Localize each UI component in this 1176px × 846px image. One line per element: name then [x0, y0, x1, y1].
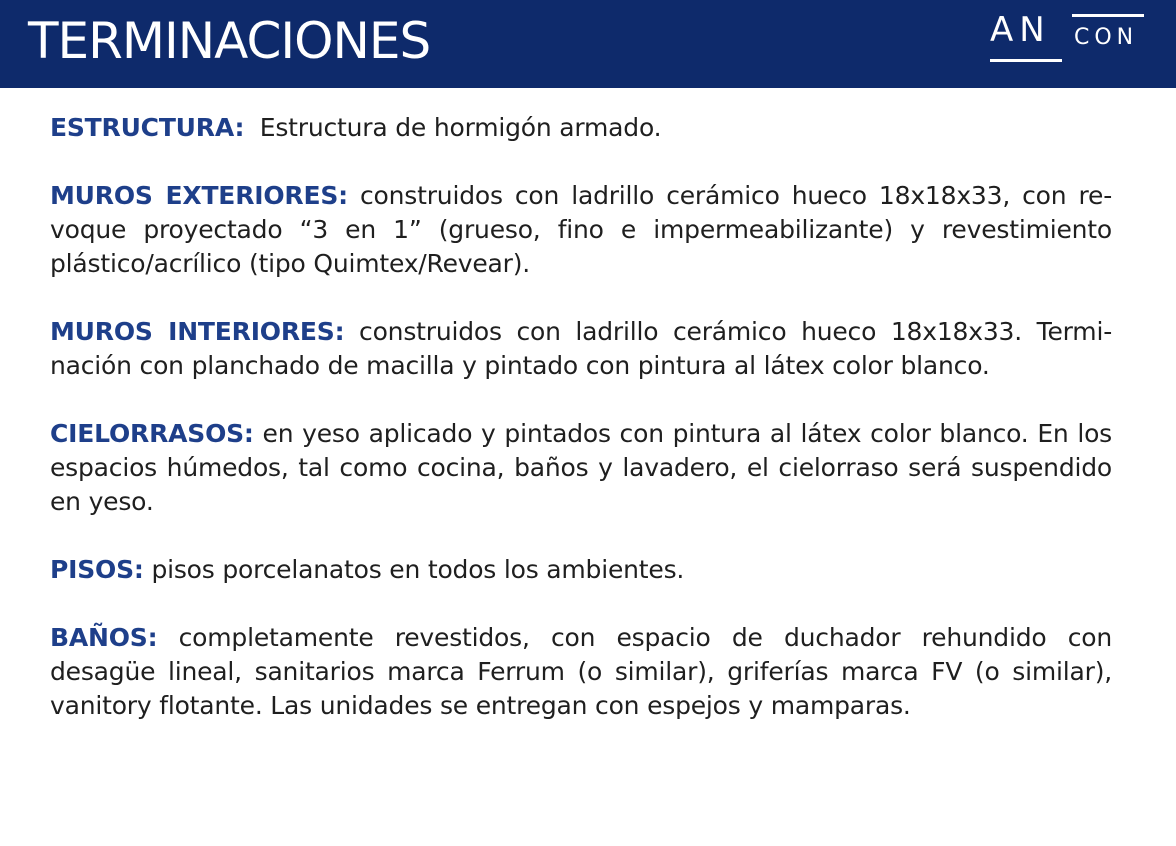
- section-label: ESTRUCTURA:: [50, 113, 245, 142]
- section-cielorrasos: [50, 417, 1112, 519]
- section-label: BAÑOS:: [50, 623, 158, 652]
- section-muros-interiores: [50, 315, 1112, 383]
- logo-con-text: CON: [1074, 25, 1139, 50]
- logo-an-text: AN: [990, 10, 1051, 50]
- section-pisos: [50, 553, 1112, 587]
- section-label: MUROS INTERIORES:: [50, 317, 345, 346]
- logo-line-top: [1072, 14, 1144, 17]
- section-label: MUROS EXTERIORES:: [50, 181, 348, 210]
- section-text: completamente revestidos, con espacio de duchador rehundido con desagüe lineal, sanitarios marca Ferrum (o similar), griferías marca FV (o similar), vanitory flotante. Las unidades se entregan con espejos y mamparas.: [50, 623, 1112, 720]
- section-text: construidos con ladrillo cerámico hueco 18x18x33. Termi-nación con planchado de macilla y pintado con pintura al látex color blanco.: [50, 317, 1113, 380]
- section-text: pisos porcelanatos en todos los ambientes.: [151, 555, 685, 584]
- section-muros-exteriores: [50, 179, 1112, 281]
- section-banos: [50, 621, 1112, 723]
- section-text: Estructura de hormigón armado.: [259, 113, 662, 142]
- section-estructura: [50, 111, 1112, 145]
- section-text: en yeso aplicado y pintados con pintura al látex color blanco. En los espacios húmedos, tal como cocina, baños y lavadero, el cielorraso será suspendido en yeso.: [50, 419, 1113, 516]
- logo-line-bottom: [990, 59, 1062, 62]
- page-header: [0, 0, 1176, 88]
- section-text: construidos con ladrillo cerámico hueco 18x18x33, con re-voque proyectado “3 en 1” (grueso, fino e impermeabilizante) y revestimiento plástico/acrílico (tipo Quimtex/Revear).: [50, 181, 1113, 278]
- finishes-list: [50, 111, 1112, 757]
- section-label: PISOS:: [50, 555, 144, 584]
- page-title: TERMINACIONES: [28, 12, 431, 70]
- ancon-logo: [986, 6, 1150, 66]
- section-label: CIELORRASOS:: [50, 419, 254, 448]
